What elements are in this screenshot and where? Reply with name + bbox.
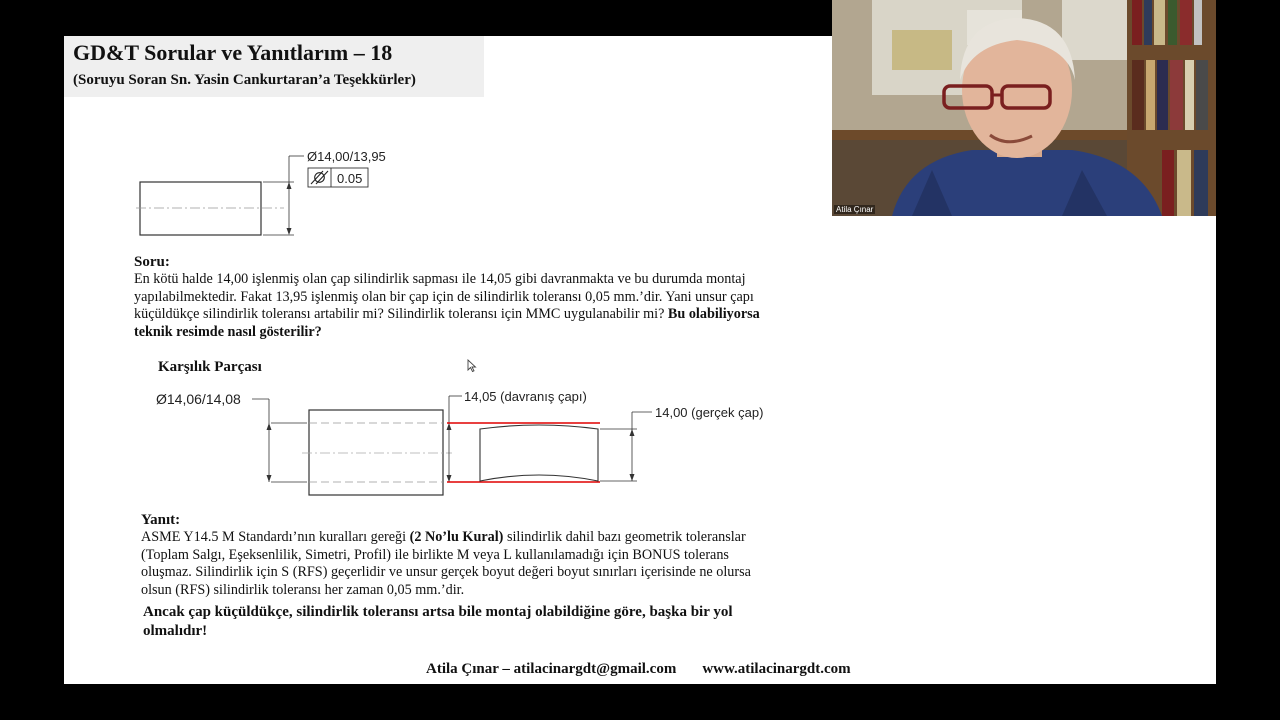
arrow-head <box>267 423 272 430</box>
question-body: En kötü halde 14,00 işlenmiş olan çap silindirlik sapması ile 14,05 gibi davranmakta ve bu durumda montaj yapılabilmektedir. Fakat 13,95 işlenmiş olan bir çap için de silindirlik toleransı 0,05 mm.’dir. Yani unsur çapı küçüldükçe silindirlik toleransı artabilir mi? Silindirlik toleransı için MMC uygulanabilir mi? <box>134 271 754 322</box>
webcam-video-tile <box>832 0 1216 216</box>
shaft-outline <box>140 182 261 235</box>
bent-pin-outline <box>480 425 598 481</box>
mating-part-heading: Karşılık Parçası <box>158 359 262 375</box>
tolerance-value: 0.05 <box>337 171 363 186</box>
arrow-head <box>447 423 452 430</box>
slide-subtitle: (Soruyu Soran Sn. Yasin Cankurtaran’a Teşekkürler) <box>73 72 416 88</box>
shaft-drawing <box>134 146 404 241</box>
question-heading: Soru: <box>134 254 170 270</box>
arrow-head <box>630 474 635 481</box>
title-banner <box>64 36 484 97</box>
mating-part-drawing <box>152 381 792 496</box>
slide-title: GD&T Sorular ve Yanıtlarım – 18 <box>73 40 393 65</box>
arrow-head <box>287 228 292 235</box>
mouse-cursor-icon <box>467 359 477 373</box>
diameter-label: Ø14,00/13,95 <box>307 149 386 164</box>
virtual-size-label: 14,05 (davranış çapı) <box>464 389 587 404</box>
answer-heading: Yanıt: <box>141 512 181 528</box>
arrow-head <box>267 475 272 482</box>
webcam-scene <box>832 0 1216 216</box>
actual-size-label: 14,00 (gerçek çap) <box>655 405 764 420</box>
arrow-head <box>630 429 635 436</box>
footer-author: Atila Çınar – atilacinargdt@gmail.com <box>426 661 677 677</box>
question-bold: Bu olabiliyorsa teknik resimde nasıl gösterilir? <box>134 306 760 340</box>
footer <box>426 661 851 678</box>
arrow-head <box>447 475 452 482</box>
answer-part-a: ASME Y14.5 M Standardı’nın kuralları gereği <box>141 529 410 545</box>
answer-text <box>141 529 761 599</box>
participant-name-label: Atila Çınar <box>836 205 874 214</box>
answer-rule-reference: (2 No’lu Kural) <box>409 529 504 545</box>
question-text <box>134 271 774 341</box>
answer-conclusion: Ancak çap küçüldükçe, silindirlik toleransı artsa bile montaj olabildiğine göre, başka bir yol olmalıdır! <box>143 604 733 639</box>
footer-website: www.atilacinargdt.com <box>702 661 851 677</box>
wall-poster <box>1062 0 1132 60</box>
answer-part-c: silindirlik dahil bazı geometrik toleranslar (Toplam Salgı, Eşeksenlilik, Simetri, Profil) ile birlikte M veya L kullanılamadığı için BONUS tolerans oluşmaz. Silindirlik için S (RFS) geçerlidir ve unsur gerçek boyut değeri boyut sınırları içerisinde ne olursa olsun (RFS) silindirlik toleransı her zaman 0,05 mm.’dir. <box>141 529 751 598</box>
wall-poster <box>892 30 952 70</box>
mating-diameter-label: Ø14,06/14,08 <box>156 391 241 407</box>
